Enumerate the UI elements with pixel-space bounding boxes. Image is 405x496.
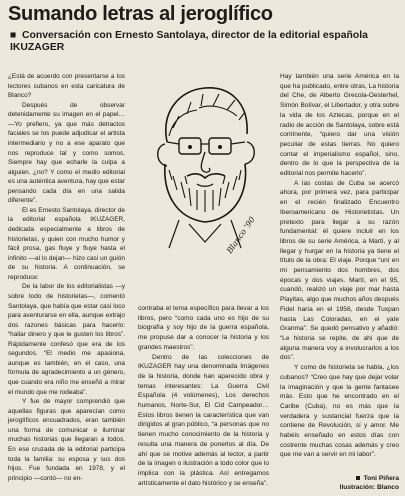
deck <box>10 30 400 54</box>
article-column-2 <box>138 304 269 488</box>
caricature-illustration <box>139 72 269 302</box>
illustration-signature: Blanco '90 <box>225 215 257 256</box>
paragraph: Después de observar detenidamente su imagen en el papel… —Yo prefiero, ya que más detractos faciales se los puede adjudicar el artista intermediario y no a ese aparato que nos reproduce tal y como somos. Siempre hay que echarle la culpa a alguien. ¿no? Y como el medio editorial es una auténtica aventura, hay que estar pensando cada día en una salida diferente”. <box>8 101 125 205</box>
paragraph: Dentro de las colecciones de IKUZAGER hay una denominada Imágenes de la historia, donde han aparecido obra y temas interesantes: La Guerra Civil Española (4 volúmenes), Los derechos humanos, Norte-Sur, El Cid Campeador… Estos libros tienen la característica que van dirigidos al gran público, “a personas que no tienen mucho conocimiento de la historia y resulta una manera de ponerlos al día. De ahí que se motive además al lector, a partir de la imagen o ilustración a todo color que lo implica con la plástica. Así entregamos artísticamente el dato histórico y se enseña”. <box>138 353 269 487</box>
deck-bullet: ■ <box>10 30 17 41</box>
article-column-1 <box>8 72 125 483</box>
paragraph: Y como de historieta se habla, ¿los cubanos? “Creo que hay que dejar volar la imaginación y que la gente fantasee más. Esto que he encontrado en el Caribe (Cuba), no es más que la verdadera y sustancial fuerza que la contiene de Revolución, sí y amor. Me habéis enseñado en estos días con costrente muchas cosas además y creo que me van a servir en mi labor”. <box>280 364 399 459</box>
paragraph: ¿Está de acuerdo con presentarse a los lectores cubanos en esta caricatura de Blanco? <box>8 73 125 100</box>
illustration-credit: Ilustración: Blanco <box>339 484 399 491</box>
paragraph: contraba el tema específico para llevar a los libros, pero “como cada uno es hijo de su biografía y soy hijo de la guerra española, me propuse dar a conocer la historia y los grandes maestros”. <box>138 305 269 351</box>
paragraph: A las costas de Cuba se acercó ahora, por primera vez, para participar en el recién finalizado Encuentro Iberoamericano de Historietistas. Un pretexto para llegar a su razón fundamental: él quiere incluir en los libros de su serie América, a Martí, y al llegar y hurgar en la historia ya tiene el título de la obra: El viaje. Porque “uní en mi pensamiento dos hombres, dos épocas y dos viajes. Martí, en el 95, cuandó, realizó un viaje por mar hasta Playitas, algo que muchos años después Fidel haría en el 1956, desde Tuxpan hasta Las Coloradas, en el yate Granma”. Se quedó pensativo y añadió: “Le historia se repite, de ahí que de alguna manera voy a involucrarlos a los dos”. <box>280 179 400 362</box>
caricature-drawing <box>139 72 269 302</box>
paragraph: Hay también una serie América en la que ha publicado, entre otras, La historia del Che, de Alberto Grecola-Oesterhel, Simón Bolívar, el Libertador, y otra sobre la vida de los Aztecas, porque en el radio de acción de Santolaya, sobre está contínente, “quiero dar una visión peculiar de estas tierras. No quiero contar el imperialismo español, sino, dentro de lo que la perspectiva de la editorial nos permite hacerlo”. <box>280 73 399 178</box>
author-byline <box>280 474 399 483</box>
author-name: Toni Piñera <box>363 475 399 482</box>
paragraph: El es Ernesto Santolaya, director de la editorial española IKUZAGER, dedicada especialmente a libros de historietas, y quien con mucho humor y fácil prosa, gas fluye y fluye hasta el infinito —al lo dejan— hizo casi un guión de su historia. A continuación, se reproduce: <box>8 206 125 281</box>
article-column-3 <box>280 72 399 460</box>
byline-bullet-icon <box>356 476 360 480</box>
paragraph: De la labor de los editorialistas —y sobre todo de historietas—, comentó Santolaya, que había que estar casi loco para aventurarse en ella, aunque extrajo dos razones básicas para hacerlo: “hallar dinero y que le gusten los libros”. Rápidamente confesó que era de los segundos. “El medio me apasiona, aunque es también, en el caso, una fórmula de agradecimiento a un género, que cuando era niño me enseñó a mirar el mundo que me rodeaba”. <box>8 283 125 396</box>
deck-text: Conversación con Ernesto Santolaya, director de la editorial española IKUZAGER <box>10 30 368 53</box>
headline: Sumando letras al jeroglífico <box>8 3 273 25</box>
credits <box>280 474 399 492</box>
paragraph: Y fue de mayor comprendió que aquellas figuras que aparecían como jeroglíficos encuadrados, eran también una forma de comunicar e iluminar muchas historias que llegaran a todos. En ese cruzada de la editorial participa toda la familia: su esposa y sus dos hijos. Fue fundada en 1978, y el principio —contó— no en- <box>8 398 125 482</box>
